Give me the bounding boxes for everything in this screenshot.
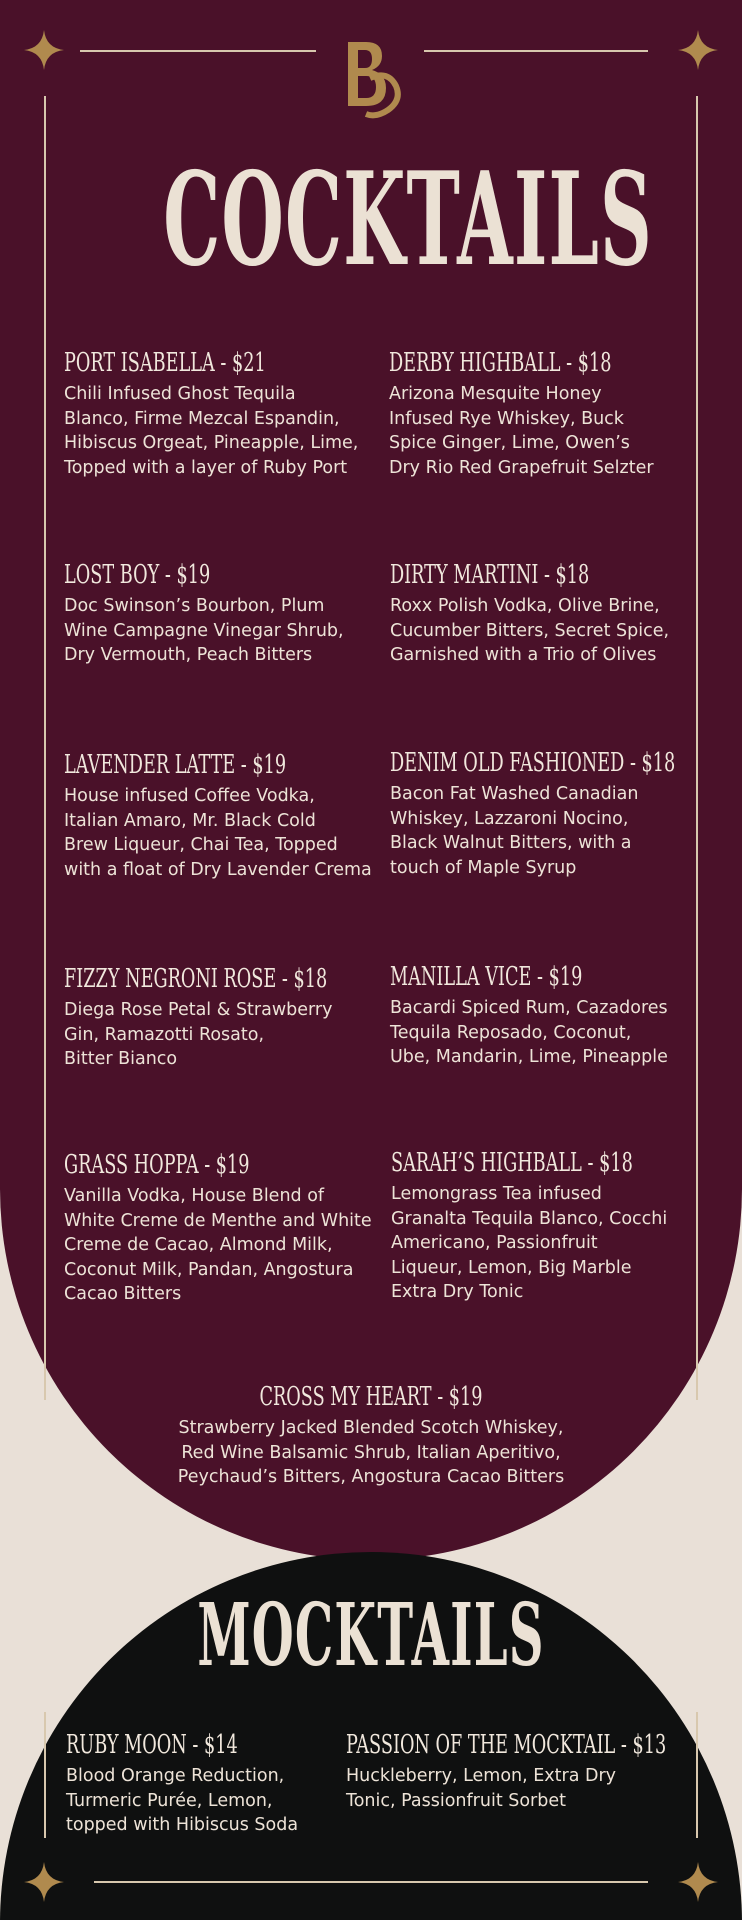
item-description: Chili Infused Ghost Tequila Blanco, Firme Mezcal Espandin, Hibiscus Orgeat, Pineapple, Lime, Topped with a layer of Ruby Port [64,384,359,478]
item-name: MANILLA VICE - $19 [390,962,583,992]
item-description: Arizona Mesquite Honey Infused Rye Whiskey, Buck Spice Ginger, Lime, Owen’s Dry Rio Red Grapefruit Selzter [389,384,654,478]
menu-item-derby-highball [389,346,689,480]
item-name: PORT ISABELLA - $21 [64,348,266,378]
item-name: DIRTY MARTINI - $18 [390,560,590,590]
sparkle-icon [678,30,718,70]
item-description: Blood Orange Reduction, Turmeric Purée, Lemon, topped with Hibiscus Soda [66,1766,299,1835]
sparkle-icon [24,30,64,70]
menu-item-cross-my-heart [121,1380,621,1490]
frame-line-left [44,96,46,1400]
sparkle-icon [678,1862,718,1902]
item-name: CROSS MY HEART - $19 [259,1382,483,1412]
bb-monogram-icon [336,34,406,122]
item-description: Lemongrass Tea infused Granalta Tequila Blanco, Cocchi Americano, Passionfruit Liqueur, Lemon, Big Marble Extra Dry Tonic [391,1184,668,1302]
item-name: DENIM OLD FASHIONED - $18 [390,748,676,778]
item-name: GRASS HOPPA - $19 [64,1150,250,1180]
item-name: PASSION OF THE MOCKTAIL - $13 [346,1730,667,1760]
menu-item-denim-old-fashioned [390,746,690,880]
menu-item-sarahs-highball [391,1146,691,1305]
sparkle-icon [24,1862,64,1902]
menu-item-lost-boy [64,558,364,668]
divider-line [80,50,316,52]
menu-item-lavender-latte [64,748,384,882]
item-description: Strawberry Jacked Blended Scotch Whiskey, Red Wine Balsamic Shrub, Italian Aperitivo, Peychaud’s Bitters, Angostura Cacao Bitters [177,1418,565,1487]
menu-item-fizzy-negroni-rose [64,962,364,1072]
item-name: RUBY MOON - $14 [66,1730,238,1760]
menu-item-manilla-vice [390,960,690,1070]
item-description: Huckleberry, Lemon, Extra Dry Tonic, Passionfruit Sorbet [346,1766,617,1811]
menu-item-ruby-moon [66,1728,366,1838]
item-name: DERBY HIGHBALL - $18 [389,348,612,378]
frame-line-right [696,1712,698,1838]
divider-line [424,50,648,52]
item-name: LAVENDER LATTE - $19 [64,750,287,780]
menu-item-grass-hoppa [64,1148,384,1307]
frame-line-right [696,96,698,1400]
item-name: LOST BOY - $19 [64,560,211,590]
item-name: FIZZY NEGRONI ROSE - $18 [64,964,328,994]
item-description: Vanilla Vodka, House Blend of White Creme de Menthe and White Creme de Cacao, Almond Milk, Coconut Milk, Pandan, Angostura Cacao Bitters [64,1186,372,1304]
menu-item-passion-of-the-mocktail [346,1728,686,1813]
frame-line-left [44,1712,46,1838]
item-description: Doc Swinson’s Bourbon, Plum Wine Campagne Vinegar Shrub, Dry Vermouth, Peach Bitters [64,596,344,665]
item-name: SARAH’S HIGHBALL - $18 [391,1148,633,1178]
divider-line [94,1881,648,1883]
cocktails-title: COCKTAILS [163,145,653,295]
menu-item-port-isabella [64,346,364,480]
mocktails-title: MOCKTAILS [197,1585,545,1686]
item-description: Roxx Polish Vodka, Olive Brine, Cucumber Bitters, Secret Spice, Garnished with a Trio of Olives [390,596,670,665]
item-description: House infused Coffee Vodka, Italian Amaro, Mr. Black Cold Brew Liqueur, Chai Tea, Topped with a float of Dry Lavender Crema [64,786,372,880]
item-description: Bacon Fat Washed Canadian Whiskey, Lazzaroni Nocino, Black Walnut Bitters, with a touch of Maple Syrup [390,784,639,878]
item-description: Bacardi Spiced Rum, Cazadores Tequila Reposado, Coconut, Ube, Mandarin, Lime, Pineapple [390,998,668,1067]
menu-item-dirty-martini [390,558,690,668]
item-description: Diega Rose Petal & Strawberry Gin, Ramazotti Rosato, Bitter Bianco [64,1000,333,1069]
